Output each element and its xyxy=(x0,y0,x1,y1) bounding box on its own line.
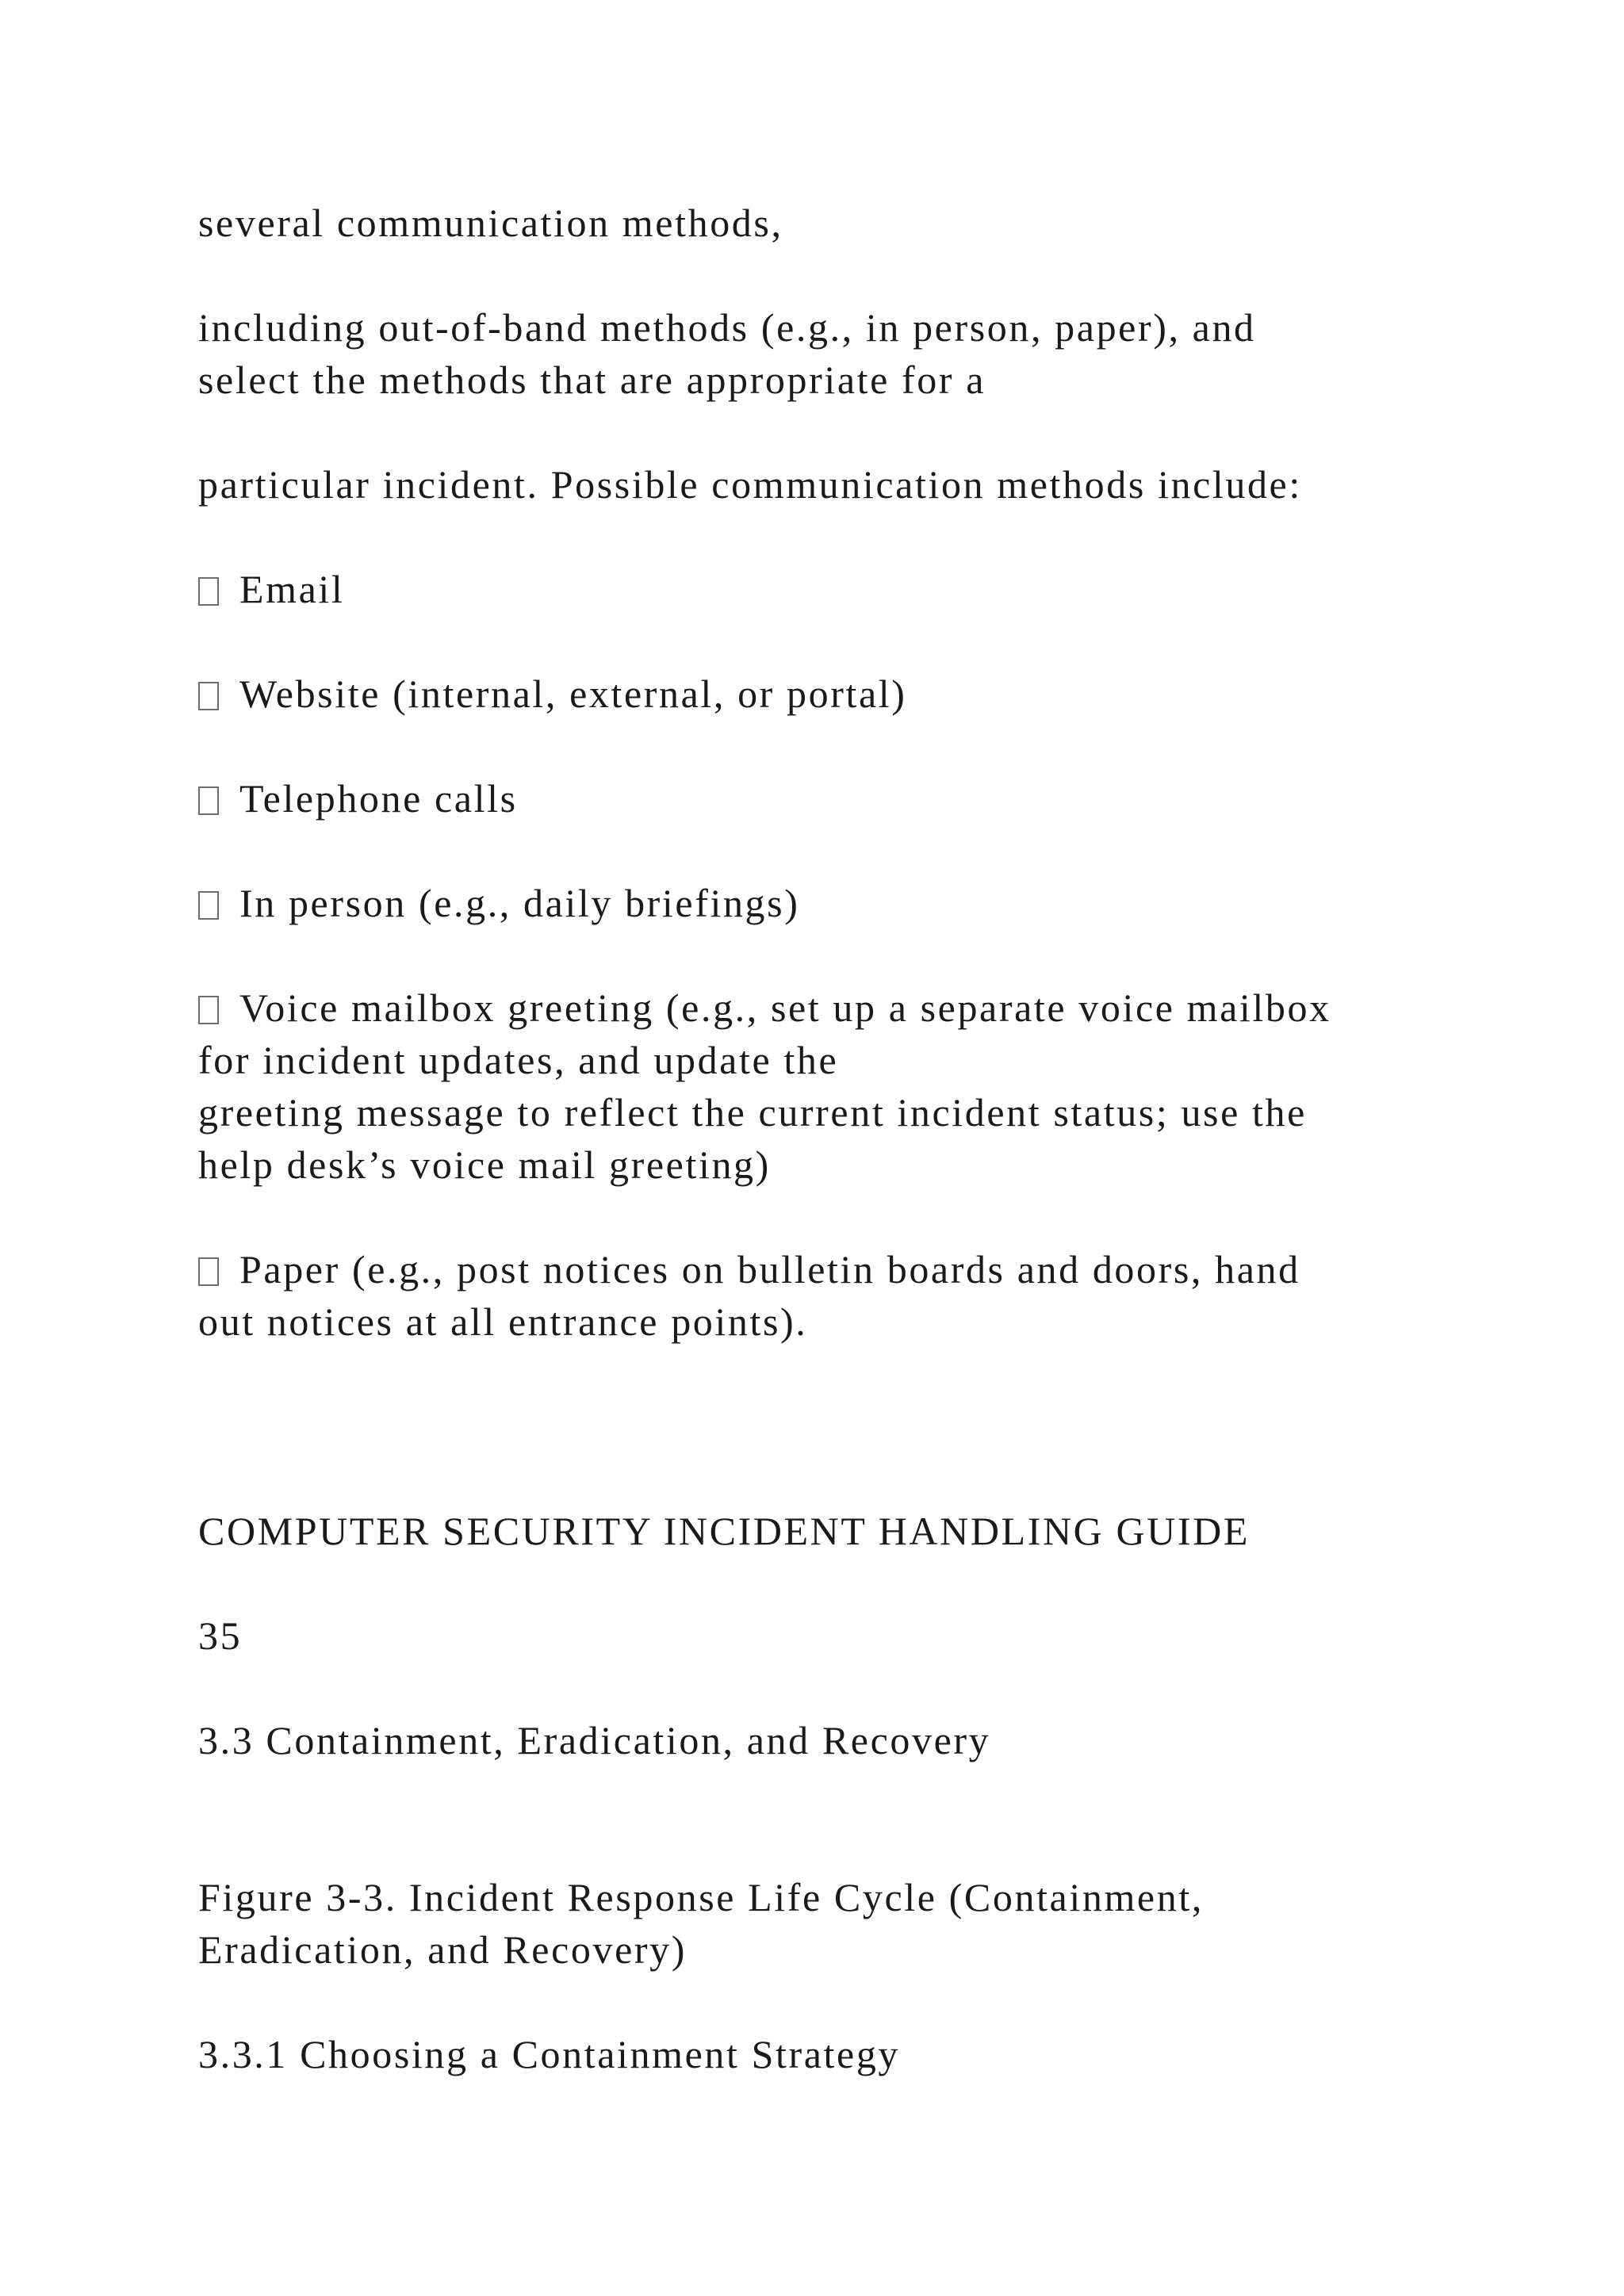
bullet-text: Telephone calls xyxy=(239,776,518,821)
bullet-continuation-line: help desk’s voice mail greeting) xyxy=(198,1142,771,1187)
bullet-continuation-line: for incident updates, and update the xyxy=(198,1038,839,1082)
bullet-continuation-line: greeting message to reflect the current incident status; use the xyxy=(198,1090,1307,1135)
page-number: 35 xyxy=(198,1613,243,1658)
bullet-item-website xyxy=(198,668,907,720)
bullet-text: Voice mailbox greeting (e.g., set up a separate voice mailbox xyxy=(239,985,1331,1030)
figure-caption-line: Figure 3-3. Incident Response Life Cycle (Containment, xyxy=(198,1875,1204,1919)
bullet-item-in-person xyxy=(198,877,799,929)
bullet-item-paper xyxy=(198,1243,1300,1295)
bullet-glyph-icon xyxy=(198,682,219,710)
bullet-item-telephone xyxy=(198,772,518,825)
bullet-text: Paper (e.g., post notices on bulletin boards and doors, hand xyxy=(239,1247,1300,1292)
figure-caption-line: Eradication, and Recovery) xyxy=(198,1927,687,1972)
bullet-glyph-icon xyxy=(198,577,219,606)
running-header: COMPUTER SECURITY INCIDENT HANDLING GUIDE xyxy=(198,1509,1250,1553)
bullet-continuation-line: out notices at all entrance points). xyxy=(198,1299,808,1344)
bullet-glyph-icon xyxy=(198,891,219,920)
subsection-heading: 3.3.1 Choosing a Containment Strategy xyxy=(198,2032,901,2076)
body-text-line: particular incident. Possible communication methods include: xyxy=(198,462,1302,507)
body-text-line: select the methods that are appropriate for a xyxy=(198,358,986,402)
bullet-glyph-icon xyxy=(198,1257,219,1286)
bullet-item-email xyxy=(198,563,344,615)
section-heading: 3.3 Containment, Eradication, and Recovery xyxy=(198,1718,991,1762)
bullet-glyph-icon xyxy=(198,996,219,1024)
bullet-glyph-icon xyxy=(198,786,219,815)
bullet-text: Email xyxy=(239,567,345,611)
bullet-text: In person (e.g., daily briefings) xyxy=(239,881,800,925)
body-text-line: several communication methods, xyxy=(198,201,783,245)
body-text-line: including out-of-band methods (e.g., in person, paper), and xyxy=(198,305,1256,350)
bullet-text: Website (internal, external, or portal) xyxy=(239,672,907,716)
bullet-item-voice-mailbox xyxy=(198,982,1331,1034)
